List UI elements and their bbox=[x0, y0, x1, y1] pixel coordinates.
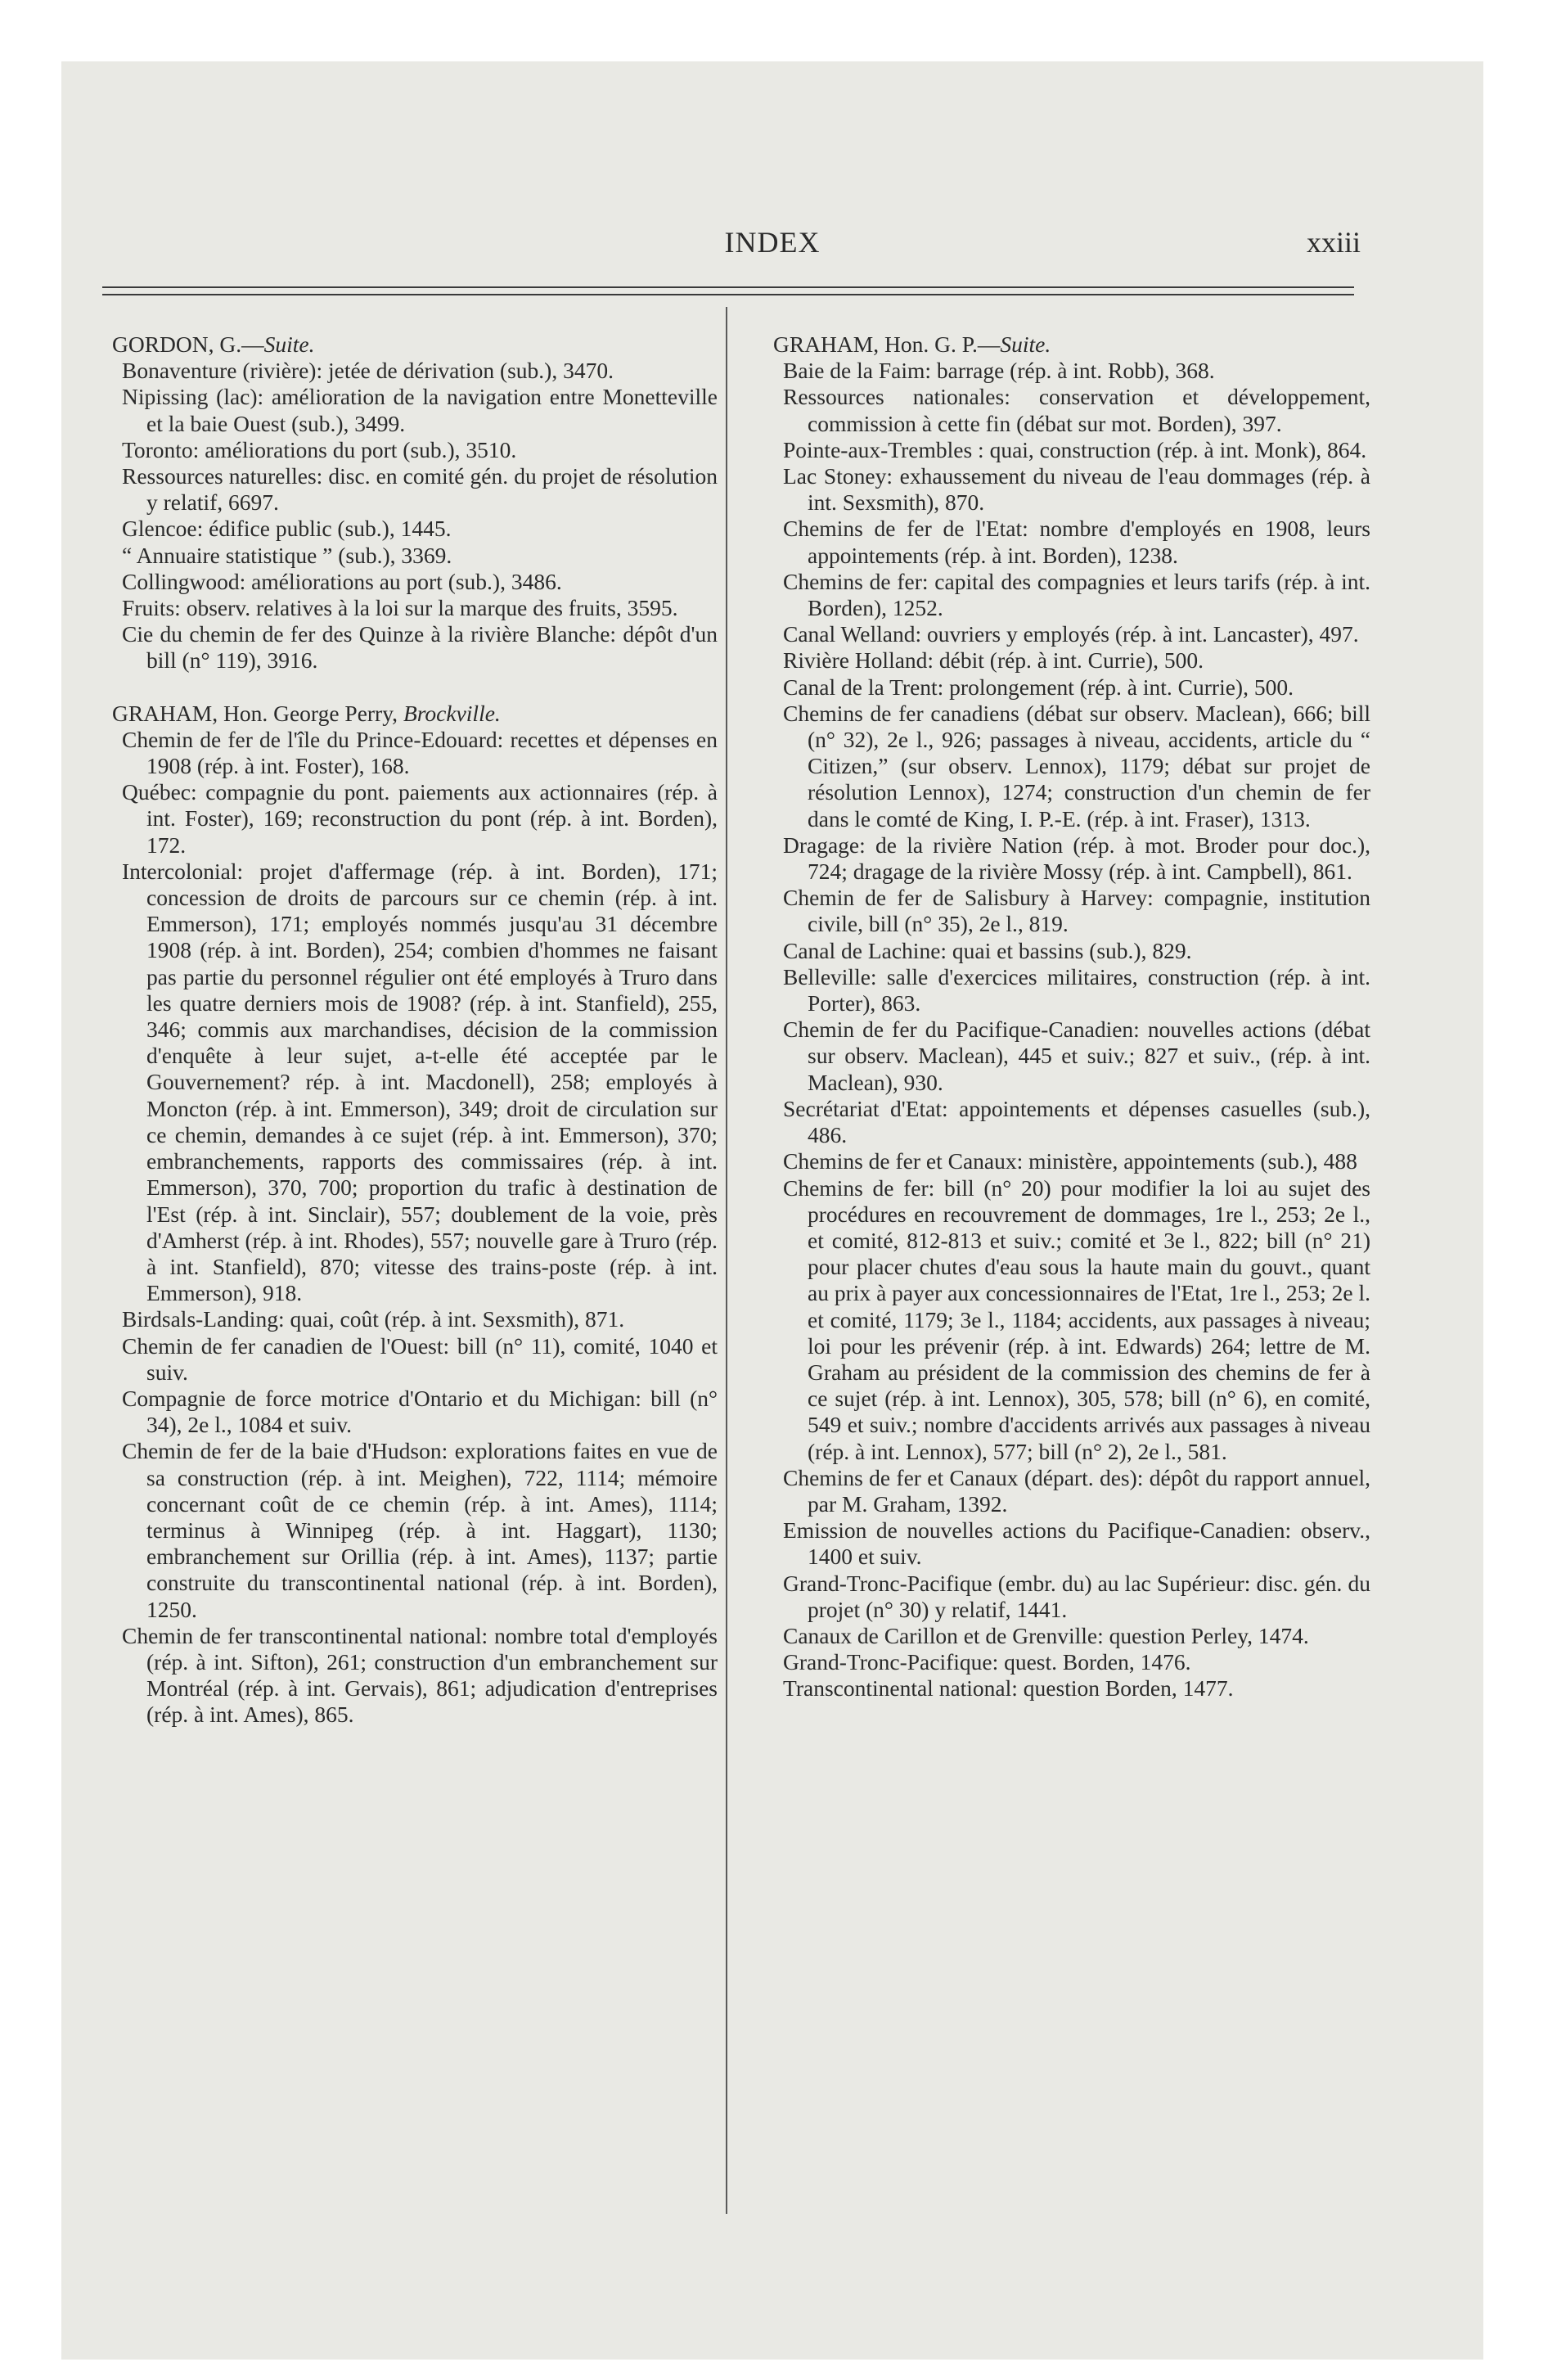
entry-list-graham bbox=[112, 727, 718, 1729]
column-divider bbox=[726, 307, 727, 2214]
index-entry: Chemins de fer: bill (n° 20) pour modifier la loi au sujet des procédures en recouvrement de dommages, 1re l., 253; 2e l., et comité, 812-813 et suiv.; comité et 3e l., 822; bill (n° 21) pour placer chutes d'eau sous la haute main du gouvt., quant au prix à payer aux concessionnaires de l'Etat, 1re l., 253; 2e l. et comité, 1179; 3e l., 1184; accidents, aux passages à niveau; loi pour les prévenir (rép. à int. Edwards) 264; lettre de M. Graham au président de la commission des chemins de fer à ce sujet (rép. à int. Lennox), 305, 578; bill (n° 6), en comité, 549 et suiv.; nombre d'accidents arrivés aux passages à niveau (rép. à int. Lennox), 577; bill (n° 2), 2e l., 581. bbox=[783, 1174, 1370, 1464]
index-entry: Rivière Holland: débit (rép. à int. Currie), 500. bbox=[783, 647, 1204, 674]
index-entry: Bonaventure (rivière): jetée de dérivation (sub.), 3470. bbox=[122, 358, 614, 384]
index-entry: Dragage: de la rivière Nation (rép. à mot. Broder pour doc.), 724; dragage de la rivière Mossy (rép. à int. Campbell), 861. bbox=[783, 832, 1370, 885]
index-entry: Chemin de fer du Pacifique-Canadien: nouvelles actions (débat sur observ. Maclean), 445 et suiv.; 827 et suiv., (rép. à int. Maclean), 930. bbox=[783, 1016, 1370, 1095]
right-column bbox=[773, 331, 1370, 1702]
index-entry: Chemins de fer et Canaux (départ. des): dépôt du rapport annuel, par M. Graham, 1392. bbox=[783, 1464, 1370, 1517]
index-entry: Chemins de fer canadiens (débat sur observ. Maclean), 666; bill (n° 32), 2e l., 926; passages à niveau, accidents, article du “ Citizen,” (sur observ. Lennox), 1179; débat sur projet de résolution Lennox), 1274; construction d'un chemin de fer dans le comté de King, I. P.-E. (rép. à int. Fraser), 1313. bbox=[783, 700, 1370, 832]
index-entry: Baie de la Faim: barrage (rép. à int. Robb), 368. bbox=[783, 358, 1215, 384]
left-column bbox=[112, 331, 718, 1729]
index-entry: Birdsals-Landing: quai, coût (rép. à int. Sexsmith), 871. bbox=[122, 1306, 625, 1332]
index-entry: Grand-Tronc-Pacifique (embr. du) au lac Supérieur: disc. gén. du projet (n° 30) y relatif, 1441. bbox=[783, 1570, 1370, 1622]
block-spacer bbox=[112, 674, 718, 701]
page-number: xxiii bbox=[1306, 226, 1361, 259]
index-entry: Transcontinental national: question Borden, 1477. bbox=[783, 1675, 1234, 1702]
index-entry: Belleville: salle d'exercices militaires, construction (rép. à int. Porter), 863. bbox=[783, 963, 1370, 1016]
index-entry: Canaux de Carillon et de Grenville: question Perley, 1474. bbox=[783, 1622, 1309, 1648]
entry-list-graham-suite bbox=[773, 358, 1370, 1702]
index-entry: Fruits: observ. relatives à la loi sur la marque des fruits, 3595. bbox=[122, 595, 678, 621]
page-sheet bbox=[61, 61, 1483, 2360]
index-entry: Québec: compagnie du pont. paiements aux actionnaires (rép. à int. Foster), 169; reconstruction du pont (rép. à int. Borden), 172. bbox=[122, 779, 718, 858]
index-entry: Chemins de fer: capital des compagnies et leurs tarifs (rép. à int. Borden), 1252. bbox=[783, 568, 1370, 621]
index-entry: Grand-Tronc-Pacifique: quest. Borden, 1476. bbox=[783, 1649, 1191, 1675]
index-entry: Chemins de fer et Canaux: ministère, appointements (sub.), 488 bbox=[783, 1148, 1357, 1174]
index-entry: Intercolonial: projet d'affermage (rép. à int. Borden), 171; concession de droits de parcours sur ce chemin (rép. à int. Emmerson), 171; employés nommés jusqu'au 31 décembre 1908 (rép. à int. Borden), 254; combien d'hommes ne faisant pas partie du personnel régulier ont été employés à Truro dans les quatre derniers mois de 1908? (rép. à int. Stanfield), 255, 346; commis aux marchandises, décision de la commission d'enquête à leur sujet, a-t-elle été acceptée par le Gouvernement? rép. à int. Macdonell), 258; employés à Moncton (rép. à int. Emmerson), 349; droit de circulation sur ce chemin, demandes à ce sujet (rép. à int. Emmerson), 370; embranchements, rapports des commissaires (rép. à int. Emmerson), 370, 700; proportion du trafic à destination de l'Est (rép. à int. Sinclair), 557; doublement de la voie, près d'Amherst (rép. à int. Rhodes), 557; nouvelle gare à Truro (rép. à int. Stanfield), 870; vitesse des trains-poste (rép. à int. Emmerson), 918. bbox=[122, 858, 718, 1306]
index-entry: Compagnie de force motrice d'Ontario et du Michigan: bill (n° 34), 2e l., 1084 et suiv. bbox=[122, 1385, 718, 1438]
index-entry: Chemin de fer de la baie d'Hudson: explorations faites en vue de sa construction (rép. à int. Meighen), 722, 1114; mémoire concernant coût de ce chemin (rép. à int. Ames), 1114; terminus à Winnipeg (rép. à int. Haggart), 1130; embranchement sur Orillia (rép. à int. Ames), 1137; partie construite du transcontinental national (rép. à int. Borden), 1250. bbox=[122, 1438, 718, 1622]
index-entry: Canal de la Trent: prolongement (rép. à int. Currie), 500. bbox=[783, 674, 1294, 700]
index-entry: Chemins de fer de l'Etat: nombre d'employés en 1908, leurs appointements (rép. à int. Borden), 1238. bbox=[783, 516, 1370, 568]
index-entry: Nipissing (lac): amélioration de la navigation entre Monetteville et la baie Ouest (sub.), 3499. bbox=[122, 384, 718, 436]
heading-suite: Suite. bbox=[263, 331, 315, 357]
index-entry: Collingwood: améliorations au port (sub.), 3486. bbox=[122, 568, 562, 594]
index-heading-graham-suite bbox=[773, 331, 1370, 358]
index-entry: Chemin de fer canadien de l'Ouest: bill (n° 11), comité, 1040 et suiv. bbox=[122, 1332, 718, 1385]
heading-name: GRAHAM, Hon. G. P.— bbox=[773, 331, 1001, 357]
index-entry: Cie du chemin de fer des Quinze à la rivière Blanche: dépôt d'un bill (n° 119), 3916. bbox=[122, 621, 718, 674]
index-entry: Ressources naturelles: disc. en comité gén. du projet de résolution y relatif, 6697. bbox=[122, 463, 718, 516]
index-entry: Lac Stoney: exhaussement du niveau de l'eau dommages (rép. à int. Sexsmith), 870. bbox=[783, 463, 1370, 516]
entry-list-gordon bbox=[112, 358, 718, 674]
page-header bbox=[61, 225, 1483, 266]
index-entry: Glencoe: édifice public (sub.), 1445. bbox=[122, 516, 452, 542]
index-entry: Pointe-aux-Trembles : quai, construction (rép. à int. Monk), 864. bbox=[783, 436, 1367, 462]
index-heading-graham bbox=[112, 701, 718, 727]
index-entry: Chemin de fer transcontinental national: nombre total d'employés (rép. à int. Sifton), 261; construction d'un embranchement sur Montréal (rép. à int. Gervais), 861; adjudication d'entreprises (rép. à int. Ames), 865. bbox=[122, 1622, 718, 1728]
heading-suite: Suite. bbox=[1000, 331, 1051, 357]
index-entry: Canal Welland: ouvriers y employés (rép. à int. Lancaster), 497. bbox=[783, 621, 1359, 647]
index-entry: Emission de nouvelles actions du Pacifique-Canadien: observ., 1400 et suiv. bbox=[783, 1517, 1370, 1570]
heading-place: Brockville. bbox=[403, 700, 501, 726]
index-entry: Canal de Lachine: quai et bassins (sub.), 829. bbox=[783, 937, 1192, 963]
index-entry: “ Annuaire statistique ” (sub.), 3369. bbox=[122, 542, 452, 568]
index-entry: Chemin de fer de Salisbury à Harvey: compagnie, institution civile, bill (n° 35), 2e l., 819. bbox=[783, 885, 1370, 937]
index-entry: Secrétariat d'Etat: appointements et dépenses casuelles (sub.), 486. bbox=[783, 1095, 1370, 1148]
index-entry: Ressources nationales: conservation et développement, commission à cette fin (débat sur mot. Borden), 397. bbox=[783, 384, 1370, 436]
heading-name: GORDON, G.— bbox=[112, 331, 264, 357]
heading-name: GRAHAM, Hon. George Perry, bbox=[112, 700, 403, 726]
header-rule-bottom bbox=[102, 294, 1354, 295]
index-entry: Chemin de fer de l'île du Prince-Edouard: recettes et dépenses en 1908 (rép. à int. Foster), 168. bbox=[122, 726, 718, 779]
header-rule-top bbox=[102, 286, 1354, 288]
index-entry: Toronto: améliorations du port (sub.), 3510. bbox=[122, 436, 517, 462]
page-title: INDEX bbox=[724, 226, 821, 259]
index-heading-gordon bbox=[112, 331, 718, 358]
